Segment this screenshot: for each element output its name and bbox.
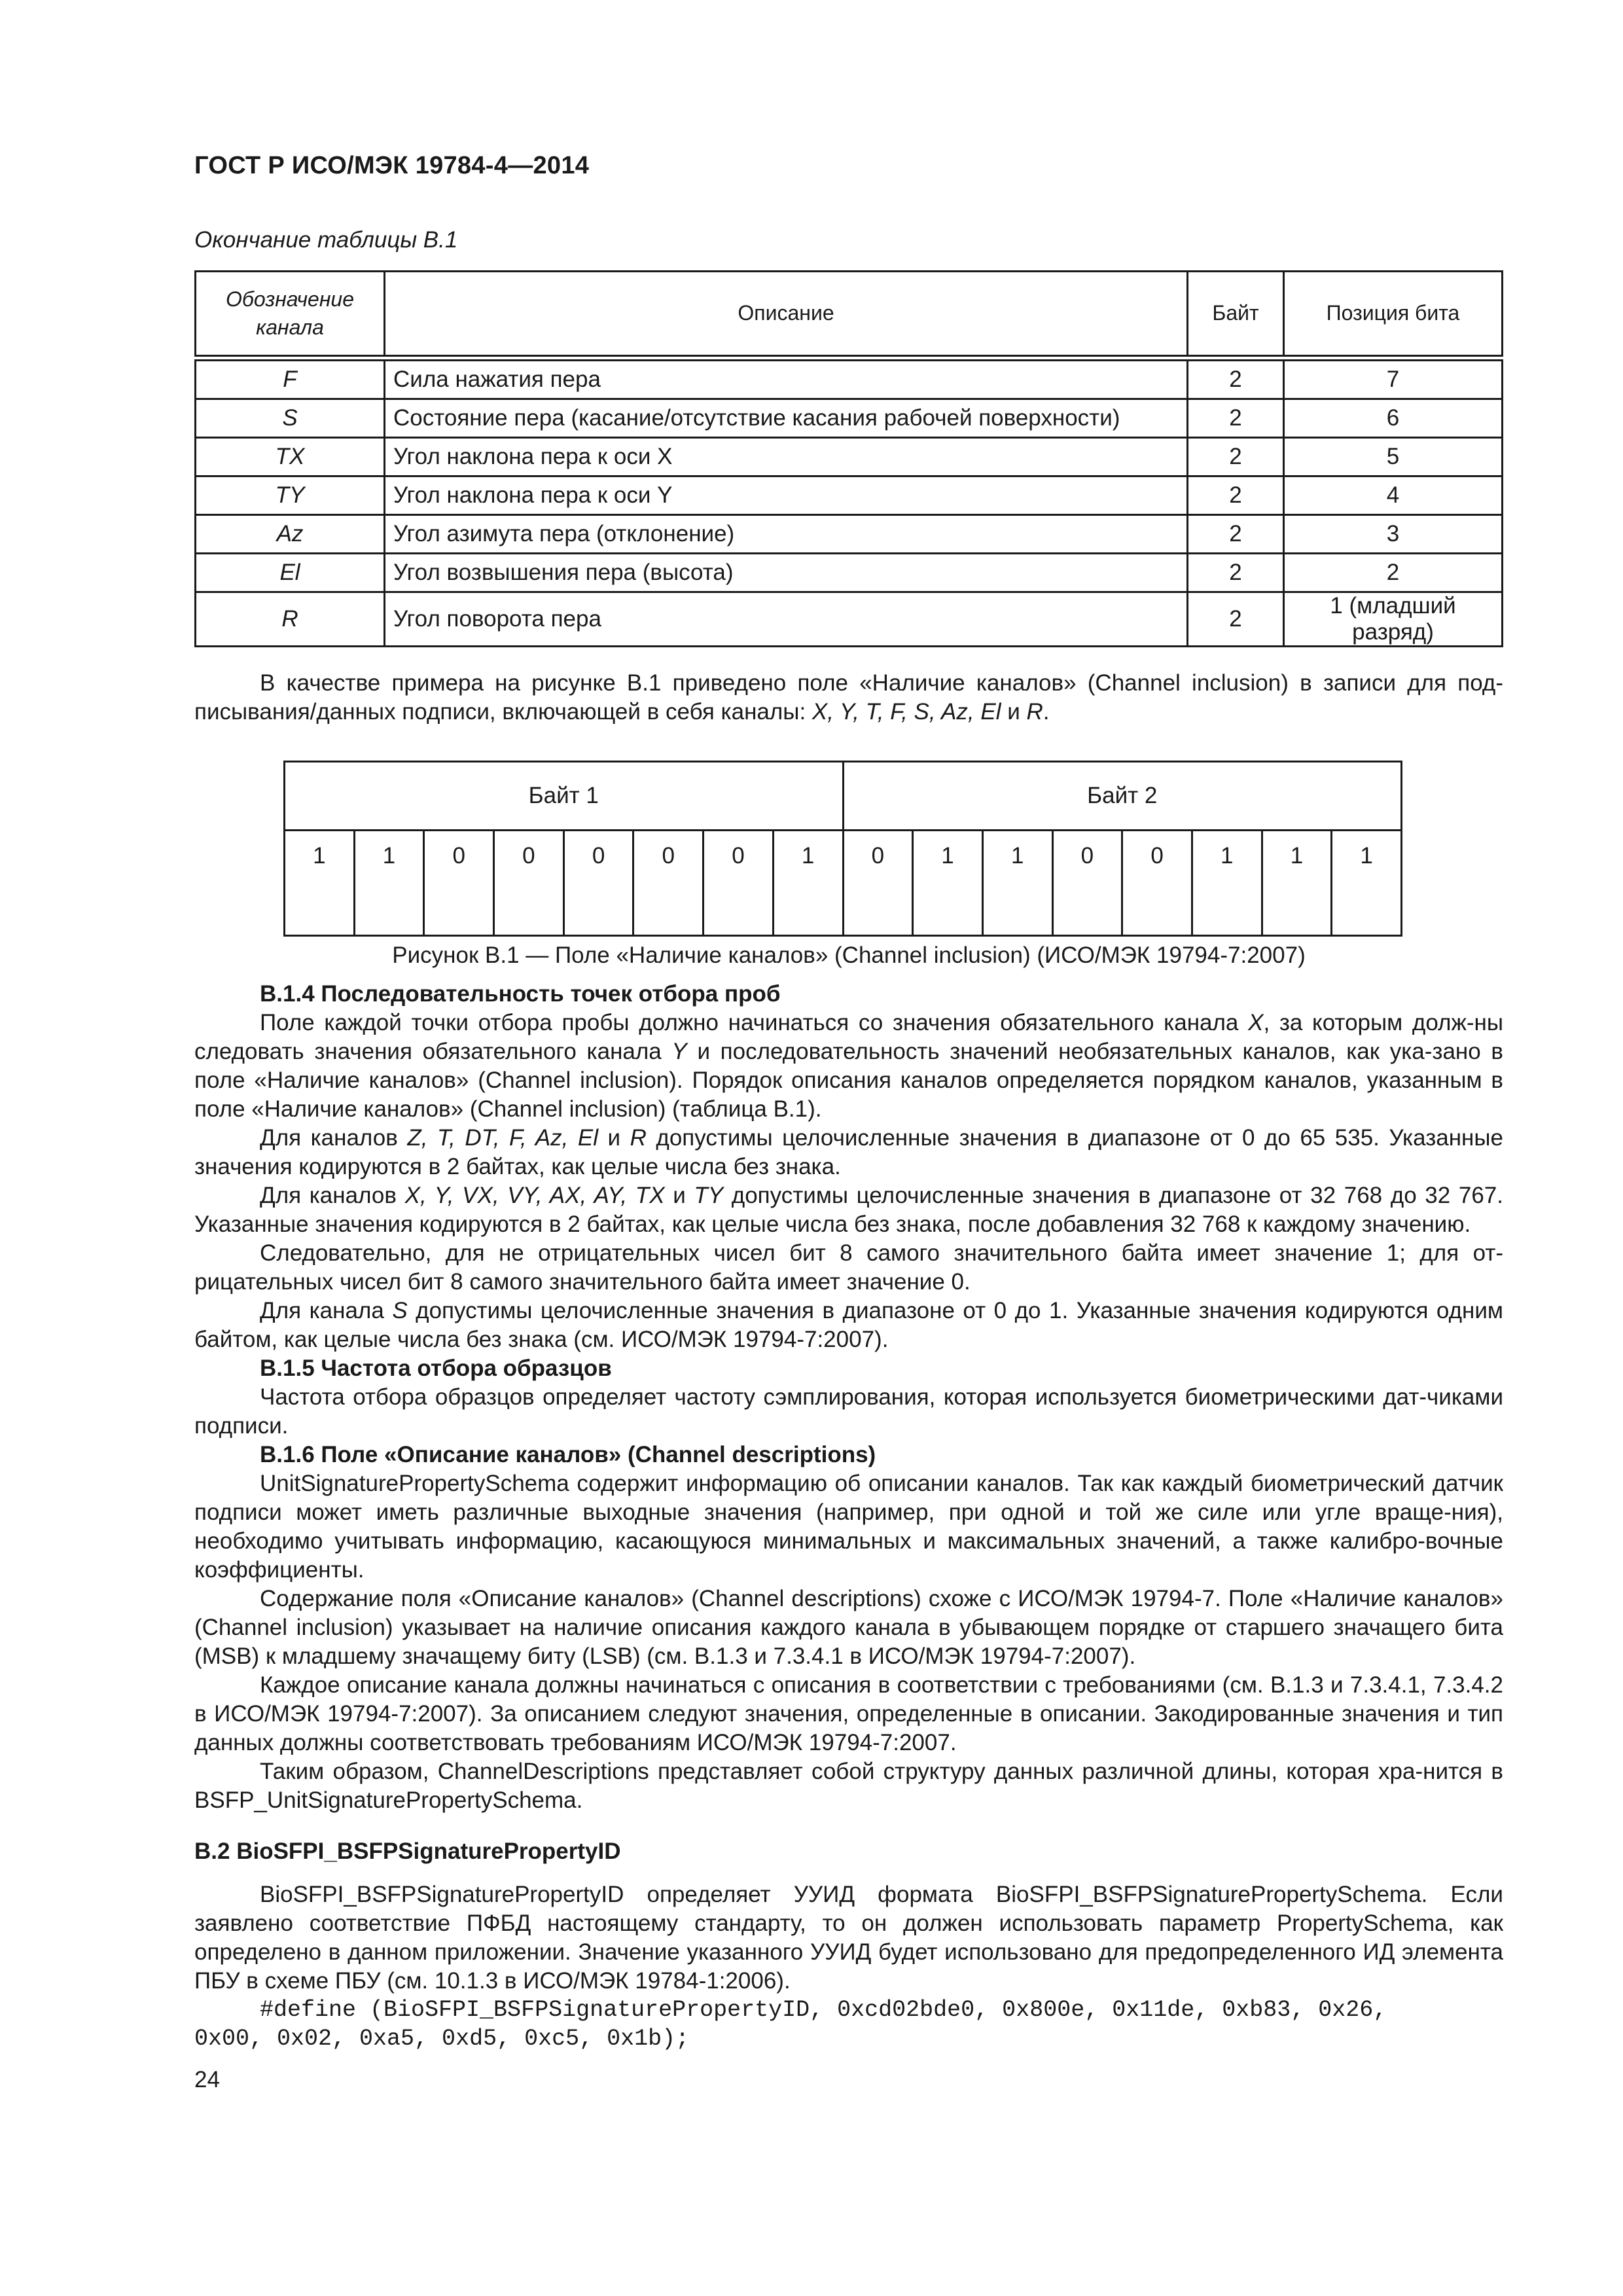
cell-pos: 1 (младший разряд) [1284,592,1503,647]
document-header: ГОСТ Р ИСО/МЭК 19784-4—2014 [194,152,590,179]
bit-cell: 0 [704,831,774,936]
figure-byte2-label: Байт 2 [843,762,1402,831]
cell-desc: Угол наклона пера к оси X [385,438,1188,476]
col-header-pos: Позиция бита [1284,272,1503,359]
text-run: допустимы целочисленные значения в диапазоне от 0 до 65 535. Указанные значения кодируются в 2 байтах, как целые числа без знака. [194,1125,1503,1179]
paragraph: BioSFPI_BSFPSignaturePropertyID определяет УУИД формата BioSFPI_BSFPSignaturePropertySchema. Если заявлено соответствие ПФБД настоящему стандарту, то он должен использовать параметр PropertySchema, как определено в данном приложении. Значение указанного УУИД будет использовано для предопределенного ИД элемента ПБУ в схеме ПБУ (см. 10.1.3 в ИСО/МЭК 19784-1:2006). [194,1882,1503,1994]
table-row [196,515,1503,554]
cell-code: TY [196,476,385,515]
figure-caption: Рисунок В.1 — Поле «Наличие каналов» (Channel inclusion) (ИСО/МЭК 19794-7:2007) [392,942,1306,968]
intro-channels: X, Y, T, F, S, Az, El [812,699,1001,725]
bit-cell: 1 [1262,831,1332,936]
text-run: допустимы целочисленные значения в диапазоне от 0 до 1. Указанные значения кодируются одним байтом, как целые числа без знака (см. ИСО/МЭК 19794-7:2007). [194,1298,1503,1352]
paragraph [194,1124,1503,1181]
cell-pos: 3 [1284,515,1503,554]
text-run: X [1248,1010,1264,1035]
text-run: допустимы целочисленные значения в диапазоне от 32 768 до 32 767. Указанные значения кодируются в 2 байтах, как целые числа без знака, после добавления 32 768 к каждому значению. [194,1183,1504,1237]
cell-pos: 4 [1284,476,1503,515]
cell-byte: 2 [1188,399,1284,438]
channel-inclusion-figure [283,761,1402,937]
paragraph: Следовательно, для не отрицательных чисел бит 8 самого значительного байта имеет значение 1; для от-рицательных чисел бит 8 самого значительного байта имеет значение 0. [194,1240,1503,1295]
bit-cell: 0 [424,831,494,936]
paragraph [194,1297,1503,1354]
intro-dot: . [1043,699,1050,725]
cell-code: Az [196,515,385,554]
col-header-desc: Описание [385,272,1188,359]
bit-cell: 1 [1192,831,1262,936]
text-run: Поле каждой точки отбора пробы должно начинаться со значения обязательного канала [260,1010,1249,1035]
cell-byte: 2 [1188,515,1284,554]
text-run: Для каналов [260,1183,405,1208]
section-title: В.1.5 Частота отбора образцов [260,1355,612,1381]
text-run: Для каналов [260,1125,408,1151]
intro-text: В качестве примера на рисунке В.1 приведено поле «Наличие каналов» (Channel inclusion) в записи для под-писывания/данных подписи, включающей в себя каналы: [194,670,1503,725]
channels-table [194,270,1503,647]
code-line: 0x00, 0x02, 0xa5, 0xd5, 0xc5, 0x1b); [194,2026,690,2052]
cell-byte: 2 [1188,592,1284,647]
cell-desc: Угол возвышения пера (высота) [385,554,1188,592]
text-run: , за которым долж-ны следовать значения обязательного канала [194,1010,1503,1064]
section-b14 [194,980,1503,2053]
intro-and: и [1001,699,1027,725]
section-title: В.2 BioSFPI_BSFPSignaturePropertyID [194,1839,621,1864]
text-run: TY [694,1183,724,1208]
text-run: Y [671,1039,687,1064]
table-header-row [196,272,1503,359]
bit-cell: 1 [285,831,355,936]
cell-code: El [196,554,385,592]
cell-pos: 2 [1284,554,1503,592]
cell-desc: Угол поворота пера [385,592,1188,647]
section-title: В.1.6 Поле «Описание каналов» (Channel descriptions) [260,1442,876,1467]
cell-byte: 2 [1188,438,1284,476]
cell-desc: Угол азимута пера (отклонение) [385,515,1188,554]
bit-cell: 1 [913,831,983,936]
figure-byte1-label: Байт 1 [285,762,844,831]
cell-byte: 2 [1188,554,1284,592]
text-run: и последовательность значений необязательных каналов, как ука-зано в поле «Наличие каналов» (Channel inclusion). Порядок описания каналов определяется порядком каналов, указанным в поле «Наличие каналов» (Channel inclusion) (таблица В.1). [194,1039,1503,1122]
bit-cell: 1 [982,831,1052,936]
text-run: и [598,1125,630,1151]
text-run: Z, T, DT, F, Az, El [407,1125,599,1151]
table-row [196,476,1503,515]
cell-code: TX [196,438,385,476]
cell-desc: Состояние пера (касание/отсутствие касания рабочей поверхности) [385,399,1188,438]
paragraph: UnitSignaturePropertySchema содержит информацию об описании каналов. Так как каждый биометрический датчик подписи может иметь различные выходные значения (например, при одной и той же силе или угле враще-ния), необходимо учитывать информацию, касающуюся минимальных и максимальных значений, а также калибро-вочные коэффициенты. [194,1471,1503,1583]
code-line: #define (BioSFPI_BSFPSignaturePropertyID, 0xcd02bde0, 0x800e, 0x11de, 0xb83, 0x26, [260,1997,1387,2023]
bit-cell: 0 [843,831,913,936]
cell-desc: Угол наклона пера к оси Y [385,476,1188,515]
text-run: Для канала [260,1298,393,1323]
paragraph: Каждое описание канала должны начинаться с описания в соответствии с требованиями (см. В.1.3 и 7.3.4.1, 7.3.4.2 в ИСО/МЭК 19794-7:2007). За описанием следуют значения, определенные в описании. Закодированные значения и тип данных должны соответствовать требованиям ИСО/МЭК 19794-7:2007. [194,1672,1503,1755]
bit-cell: 0 [633,831,704,936]
paragraph [194,1009,1503,1124]
bit-cell: 1 [773,831,843,936]
col-header-code: Обозначение канала [196,272,385,359]
intro-last-channel: R [1026,699,1043,725]
section-title: В.1.4 Последовательность точек отбора проб [260,981,781,1007]
cell-byte: 2 [1188,358,1284,399]
bit-cell: 0 [1052,831,1122,936]
bit-cell: 1 [354,831,424,936]
page-number: 24 [194,2067,220,2092]
col-header-byte: Байт [1188,272,1284,359]
figure-byte-header-row [285,762,1402,831]
text-run: R [630,1125,647,1151]
cell-code: S [196,399,385,438]
bit-cell: 0 [563,831,633,936]
table-row [196,554,1503,592]
text-run: S [392,1298,408,1323]
figure-bits-row [285,831,1402,936]
paragraph [194,1181,1503,1239]
paragraph: Содержание поля «Описание каналов» (Channel descriptions) схоже с ИСО/МЭК 19794-7. Поле «Наличие каналов» (Channel inclusion) указывает на наличие описания каждого канала в убывающем порядке от старшего значащего бита (MSB) к младшему значащему биту (LSB) (см. В.1.3 и 7.3.4.1 в ИСО/МЭК 19794-7:2007). [194,1586,1503,1669]
cell-pos: 5 [1284,438,1503,476]
cell-pos: 7 [1284,358,1503,399]
table-row [196,592,1503,647]
text-run: и [664,1183,694,1208]
bit-cell: 0 [494,831,564,936]
bit-cell: 1 [1332,831,1402,936]
table-row [196,438,1503,476]
cell-pos: 6 [1284,399,1503,438]
paragraph: Частота отбора образцов определяет частоту сэмплирования, которая используется биометрическими дат-чиками подписи. [194,1384,1503,1439]
paragraph: Таким образом, ChannelDescriptions представляет собой структуру данных различной длины, которая хра-нится в BSFP_UnitSignaturePropertySchema. [194,1759,1503,1813]
cell-byte: 2 [1188,476,1284,515]
intro-paragraph [194,669,1503,726]
table-row [196,358,1503,399]
cell-desc: Сила нажатия пера [385,358,1188,399]
table-continuation-caption: Окончание таблицы В.1 [194,227,458,253]
table-row [196,399,1503,438]
text-run: X, Y, VX, VY, AX, AY, TX [404,1183,665,1208]
bit-cell: 0 [1122,831,1192,936]
cell-code: R [196,592,385,647]
cell-code: F [196,358,385,399]
